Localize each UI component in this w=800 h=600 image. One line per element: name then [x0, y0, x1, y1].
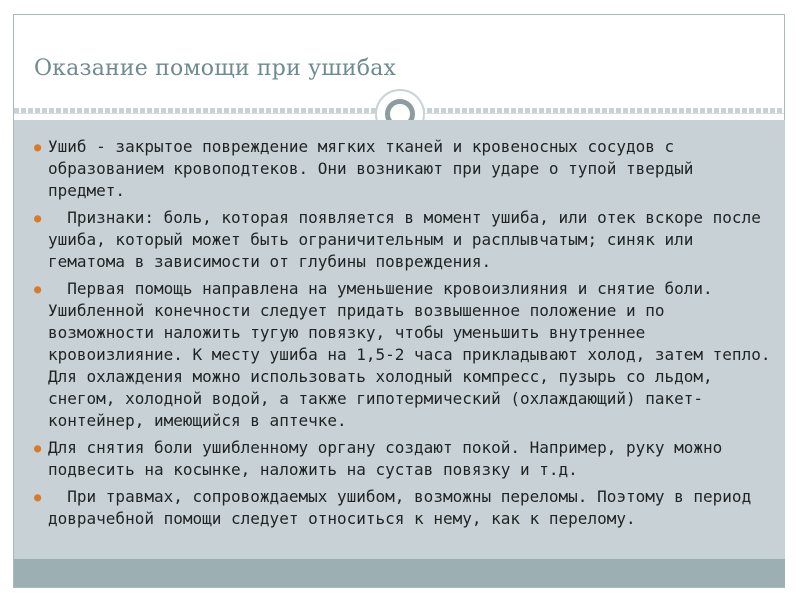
bullet-text: Ушиб - закрытое повреждение мягких тканей и кровеносных сосудов с образованием кровоподтеков. Они возникают при ударе о тупой твердый предмет. [48, 137, 704, 200]
bullet-text: При травмах, сопровождаемых ушибом, возможны переломы. Поэтому в период доврачебной помощи следует относиться к нему, как к перелому. [48, 487, 761, 528]
slide-title: Оказание помощи при ушибах [34, 56, 397, 81]
bullet-icon: ● [34, 211, 42, 225]
bullet-text: Для снятия боли ушибленному органу создают покой. Например, руку можно подвесить на косынке, наложить на сустав повязку и т.д. [48, 438, 732, 479]
bullet-list [34, 136, 781, 535]
bullet-icon: ● [34, 441, 42, 455]
bullet-text: Признаки: боль, которая появляется в момент ушиба, или отек вскоре после ушиба, который может быть ограничительным и расплывчатым; синяк или гематома в зависимости от глубины повреждения. [48, 208, 771, 271]
bullet-icon: ● [34, 140, 42, 154]
bullet-icon: ● [34, 282, 42, 296]
bottom-band [14, 559, 785, 587]
bullet-icon: ● [34, 490, 42, 504]
bullet-item [34, 207, 774, 273]
bullet-item [34, 278, 781, 432]
bullet-item [34, 136, 774, 202]
bullet-item [34, 486, 774, 530]
bullet-item [34, 437, 774, 481]
bullet-text: Первая помощь направлена на уменьшение кровоизлияния и снятие боли. Ушибленной конечности следует придать возвышенное положение и по возможности наложить тугую повязку, чтобы уменьшить внутреннее кровоизлияние. К месту ушиба на 1,5-2 часа прикладывают холод, затем тепло. Для охлаждения можно использовать холодный компресс, пузырь со льдом, снегом, холодной водой, а также гипотермический (охлаждающий) пакет-контейнер, имеющийся в аптечке. [48, 279, 781, 430]
